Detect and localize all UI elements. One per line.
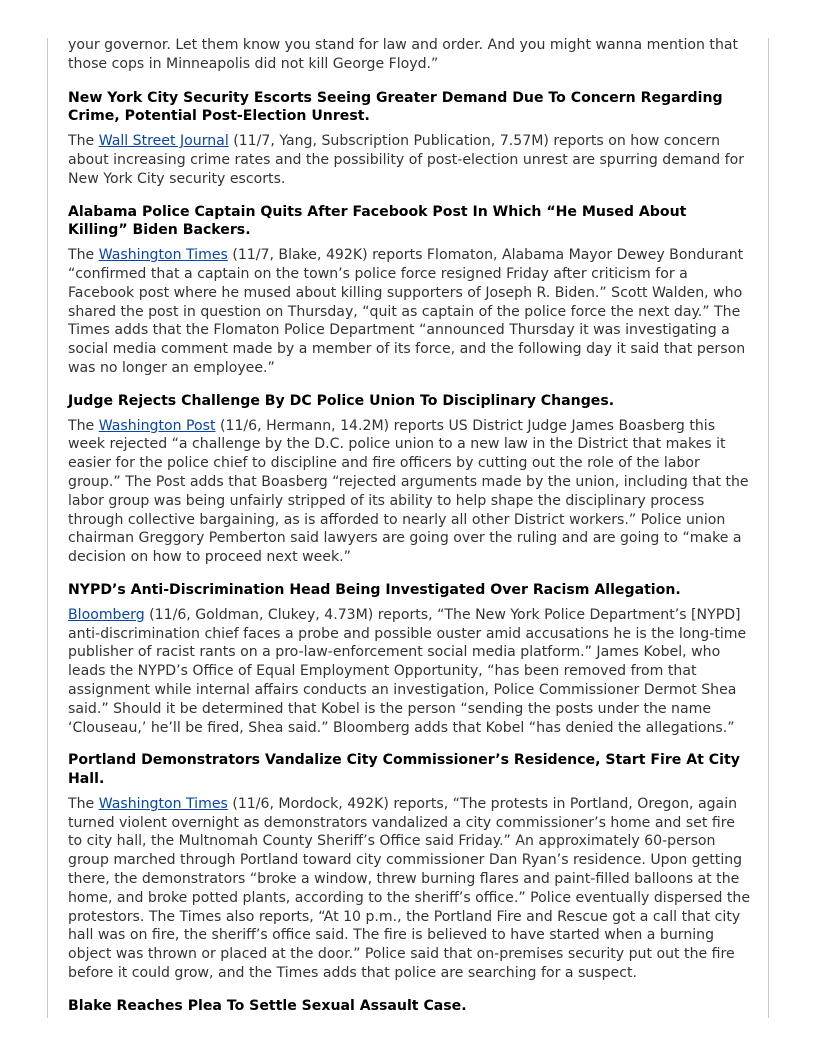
final-article-headline: Blake Reaches Plea To Settle Sexual Assault Case.: [68, 997, 467, 1014]
article-headline: Alabama Police Captain Quits After Facebook Post In Which “He Mused About Killing” Biden Backers.: [68, 203, 687, 239]
article-body-prefix: The: [68, 133, 99, 150]
article: [68, 751, 750, 983]
news-content: [68, 36, 750, 1022]
source-link[interactable]: Bloomberg: [68, 606, 145, 623]
article-body-text: (11/7, Yang, Subscription Publication, 7.57M) reports on how concern about increasing crime rates and the possibility of post-election unrest are spurring demand for New York City security escorts.: [68, 133, 745, 187]
article-body-prefix: The: [68, 417, 99, 434]
article-body: [68, 132, 750, 188]
article-body: [68, 246, 750, 378]
article-body-prefix: The: [68, 795, 99, 812]
article: [68, 203, 750, 378]
article-headline: Judge Rejects Challenge By DC Police Union To Disciplinary Changes.: [68, 392, 615, 409]
article: [68, 392, 750, 567]
article-body: [68, 795, 750, 983]
article-body-prefix: The: [68, 247, 99, 264]
right-border-rule: [768, 38, 769, 1018]
article-body: [68, 606, 750, 738]
article-headline: New York City Security Escorts Seeing Greater Demand Due To Concern Regarding Crime, Potential Post-Election Unrest.: [68, 89, 723, 125]
left-border-rule: [47, 38, 48, 1018]
article-body-text: (11/6, Goldman, Clukey, 4.73M) reports, “The New York Police Department’s [NYPD] anti-discrimination chief faces a probe and possible ouster amid accusations he is the long-time publisher of racist rants on a pro-law-enforcement social media platform.” James Kobel, who leads the NYPD’s Office of Equal Employment Opportunity, “has been removed from that assignment while internal affairs conducts an investigation, Police Commissioner Dermot Shea said.” Should it be determined that Kobel is the person “sending the posts under the name ‘Clouseau,’ he’ll be fired, Shea said.” Bloomberg adds that Kobel “has denied the allegations.”: [68, 606, 747, 736]
article-body-text: (11/6, Mordock, 492K) reports, “The protests in Portland, Oregon, again turned violent overnight as demonstrators vandalized a city commissioner’s home and set fire to city hall, the Multnomah County Sheriff’s Office said Friday.” An approximately 60-person group marched through Portland toward city commissioner Dan Ryan’s residence. Upon getting there, the demonstrators “broke a window, threw burning flares and paint-filled balloons at the home, and broke potted plants, according to the sheriff’s office.” Police eventually dispersed the protestors. The Times also reports, “At 10 p.m., the Portland Fire and Rescue got a call that city hall was on fire, the sheriff’s office said. The fire is believed to have started when a burning object was thrown or placed at the door.” Police said that on-premises security put out the fire before it could grow, and the Times adds that police are searching for a suspect.: [68, 795, 751, 982]
source-link[interactable]: Washington Times: [98, 795, 228, 812]
intro-paragraph: your governor. Let them know you stand for law and order. And you might wanna mention that those cops in Minneapolis did not kill George Floyd.”: [68, 37, 739, 72]
article-body: [68, 417, 750, 567]
article-headline: NYPD’s Anti-Discrimination Head Being Investigated Over Racism Allegation.: [68, 581, 681, 598]
source-link[interactable]: Wall Street Journal: [98, 133, 229, 150]
source-link[interactable]: Washington Post: [98, 417, 216, 434]
source-link[interactable]: Washington Times: [98, 247, 228, 264]
article: [68, 89, 750, 189]
article-body-text: (11/6, Hermann, 14.2M) reports US District Judge James Boasberg this week rejected “a challenge by the D.C. police union to a new law in the District that makes it easier for the police chief to discipline and fire officers by cutting out the role of the labor group.” The Post adds that Boasberg “rejected arguments made by the union, including that the labor group was being unfairly stripped of its ability to help shape the disciplinary process through collective bargaining, as is afforded to nearly all other District workers.” Police union chairman Greggory Pemberton said lawyers are going over the ruling and are going to “make a decision on how to proceed next week.”: [68, 417, 749, 566]
article: [68, 581, 750, 737]
article-body-text: (11/7, Blake, 492K) reports Flomaton, Alabama Mayor Dewey Bondurant “confirmed that a captain on the town’s police force resigned Friday after criticism for a Facebook post where he mused about killing supporters of Joseph R. Biden.” Scott Walden, who shared the post in question on Thursday, “quit as captain of the police force the next day.” The Times adds that the Flomaton Police Department “announced Thursday it was investigating a social media comment made by a member of its force, and the following day it said that person was no longer an employee.”: [68, 247, 746, 376]
article-headline: Portland Demonstrators Vandalize City Commissioner’s Residence, Start Fire At City Hall.: [68, 752, 740, 788]
